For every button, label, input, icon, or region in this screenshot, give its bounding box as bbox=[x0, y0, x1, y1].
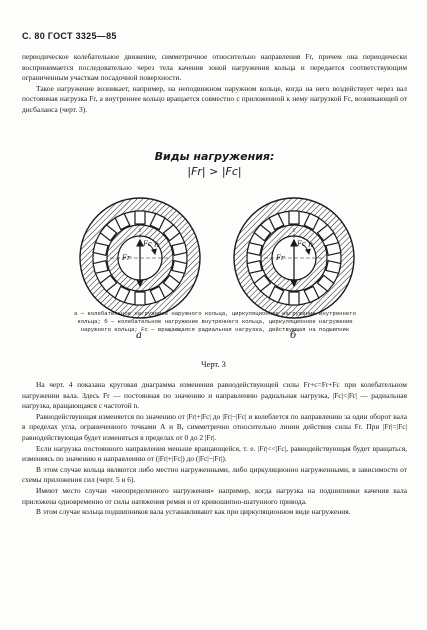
rolling-element bbox=[289, 211, 299, 224]
label-n-b: n bbox=[308, 240, 314, 249]
rolling-element bbox=[172, 243, 187, 256]
label-a: а bbox=[136, 330, 142, 341]
rolling-element bbox=[172, 261, 187, 274]
label-fr-a: Fr bbox=[122, 254, 131, 262]
rolling-element bbox=[326, 261, 341, 274]
body-paragraph-1: На черт. 4 показана круговая диаграмма изменения равнодействующей силы Fr+c=Fr+Fc при колебательном нагружении вала. Здесь Fr — постоянная по значению и направлению радиальная нагрузка, |Fc|<|Fr| — радиальная нагрузка, вращающаяся с частотой n. bbox=[22, 380, 407, 411]
rolling-element bbox=[326, 243, 341, 256]
body-paragraph-5: Имеют место случаи «неопределенного нагружения» например, когда нагрузка на подшипники качения вала приложена одновременно от силы натяжения ремня и от кривошипно-шатунного привода. bbox=[22, 485, 407, 506]
figure-formula: |Fr| > |Fc| bbox=[187, 165, 242, 178]
figure-number: Черт. 3 bbox=[201, 360, 226, 369]
intro-paragraph-2: Такое нагружение возникает, например, на неподвижном наружном кольце, когда на него воздействует через вал постоянная нагрузка Fr, а внутреннее кольцо вращается совместно с приложенной к нему нагрузкой Fc, возникающей от дисбаланса (черт. 3). bbox=[22, 83, 407, 114]
intro-paragraph-1: периодическое колебательное движение, симметричное относительно направления Fr, причем она периодически воспринимается последовательно через тела качения зоной нагружения кольца и передается соответствующим ограниченным участкам посадочной поверхности. bbox=[22, 52, 407, 83]
body-paragraph-4: В этом случае кольца являются либо местно нагруженными, либо циркуляционно нагруженными, в зависимости от схемы приложения сил (черт. 5 и 6). bbox=[22, 464, 407, 485]
label-fr-b: Fr bbox=[276, 254, 285, 262]
rolling-element bbox=[93, 261, 108, 274]
rolling-element bbox=[135, 292, 145, 305]
rolling-element bbox=[289, 292, 299, 305]
body-text bbox=[22, 380, 407, 518]
rolling-element bbox=[135, 211, 145, 224]
body-paragraph-6: В этом случае кольца подшипников вала устанавливают как при циркуляционном виде нагружения. bbox=[36, 507, 351, 517]
body-paragraph-2: Равнодействующая изменяется по значению от |Fr|+|Fc| до |Fr|−|Fc| и колеблется по направлению за один оборот вала в пределах угла, ограниченного точками А и В, симметрично относительно линии действия силы Fr. При |Fr|=|Fc| равнодействующая будет изменяться в пределах от 0 до 2 |Fr|. bbox=[22, 411, 407, 442]
label-fc-a: Fc bbox=[143, 240, 152, 248]
figure-title: Виды нагружения: bbox=[154, 150, 275, 163]
figure-caption: а — колебательное нагружение наружного кольца, циркуляционное нагружение внутреннего кольца; б — колебательное нагружение внутреннего кольца, циркуляционное нагружение наружного кольца; Fc — вращающаяся радиальная нагрузка, действующая на подшипник bbox=[74, 310, 356, 333]
page-header: С. 80 ГОСТ 3325—85 bbox=[22, 31, 117, 41]
rolling-element bbox=[247, 261, 262, 274]
label-fc-b: Fc bbox=[297, 240, 306, 248]
rolling-element bbox=[93, 243, 108, 256]
label-n-a: n bbox=[154, 240, 160, 249]
intro-text bbox=[22, 52, 407, 116]
body-paragraph-3: Если нагрузка постоянного направления меньше вращающейся, т. е. |Fr|<<|Fc|, равнодействующая будет вращаться, изменяясь по значению и направлению от (|Fr|+|Fc|) до (|Fc|−|Fr|). bbox=[22, 443, 407, 464]
rolling-element bbox=[247, 243, 262, 256]
bearing-b bbox=[234, 198, 354, 318]
bearing-a bbox=[80, 198, 200, 318]
label-b: б bbox=[290, 330, 297, 341]
